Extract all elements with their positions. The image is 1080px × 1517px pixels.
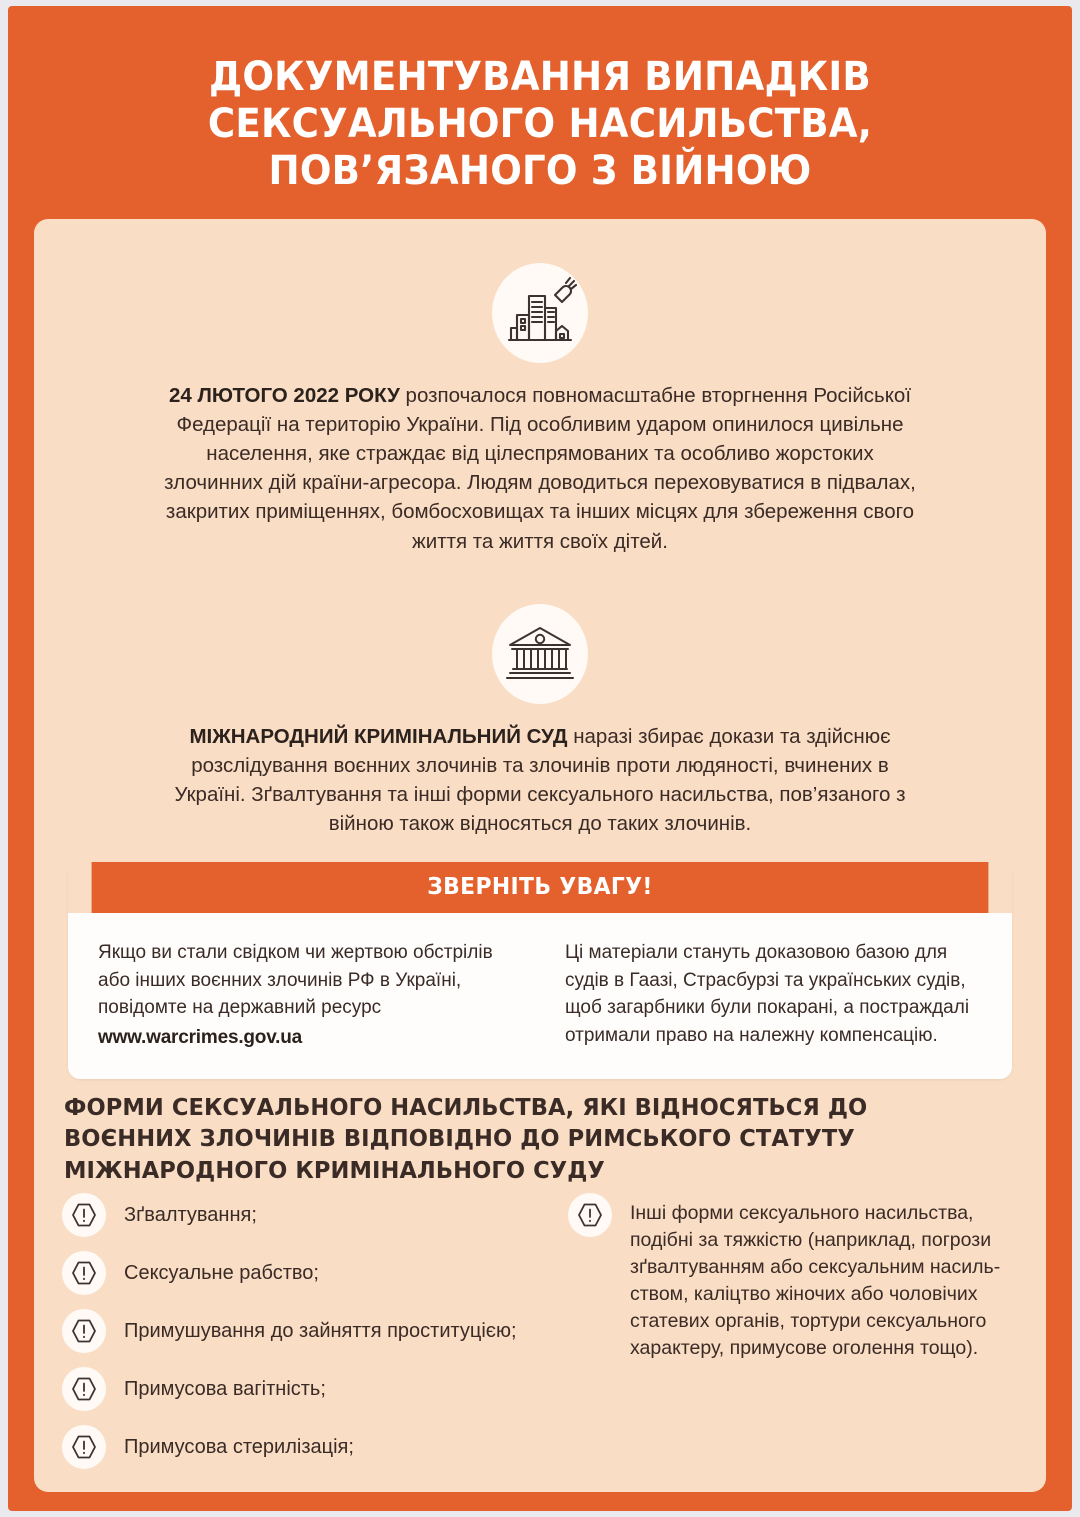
list-item-label: Примушування до зайняття проституцією; [124, 1320, 517, 1342]
list-item [568, 1197, 1018, 1361]
attention-left-text: Якщо ви стали свідком чи жертвою обстрілів або інших воєнних злочинів РФ в Україні, повідомте на державний ресурс [98, 942, 493, 1019]
attention-body [68, 913, 1012, 1079]
exclamation-hexagon-icon [62, 1193, 106, 1237]
invasion-paragraph [160, 381, 920, 556]
list-item-label: Інші форми сексуального насильства, подібні за тяжкістю (наприклад, погрози зґвалтуванням або сексуальним насиль-ством, каліцтво жіночих або чоловічих статевих органів, тортури сексуального характеру, примусове оголення тощо). [630, 1202, 1001, 1359]
list-item [62, 1255, 532, 1295]
list-item [62, 1197, 532, 1237]
courthouse-icon [492, 604, 588, 704]
list-item [62, 1429, 532, 1469]
invasion-body: розпочалося повномасштабне вторгнення Російської Федерації на територію України. Під особливим ударом опинилося цивільне населення, яке страждає від цілеспрямованих та особливо жорстоких злочинних дій країни-агресора. Людям доводиться переховуватися в підвалах, закритих приміщеннях, бомбосховищах та інших місцях для збереження свого життя та життя своїх дітей. [164, 384, 916, 553]
invasion-lead: 24 ЛЮТОГО 2022 РОКУ [168, 384, 400, 407]
exclamation-hexagon-icon [568, 1193, 612, 1237]
list-item [62, 1371, 532, 1411]
page-title: ДОКУМЕНТУВАННЯ ВИПАДКІВ СЕКСУАЛЬНОГО НАСИЛЬСТВА, ПОВ’ЯЗАНОГО З ВІЙНОЮ [207, 54, 873, 195]
poster-card [8, 6, 1072, 1511]
attention-left-column [98, 939, 515, 1051]
forms-heading: ФОРМИ СЕКСУАЛЬНОГО НАСИЛЬСТВА, ЯКІ ВІДНОСЯТЬСЯ ДО ВОЄННИХ ЗЛОЧИНІВ ВІДПОВІДНО ДО РИМСЬКОГО СТАТУТУ МІЖНАРОДНОГО КРИМІНАЛЬНОГО СУДУ [64, 1093, 868, 1184]
icc-paragraph [160, 722, 920, 838]
forms-left-column [62, 1197, 532, 1487]
content-panel [34, 219, 1046, 1492]
attention-right-column: Ці матеріали стануть доказовою базою для судів в Гаазі, Страсбурзі та українських судів, щоб загарбники були покарані, а постраждалі отримали право на належну компенсацію. [565, 942, 970, 1046]
list-item-label: Примусова вагітність; [124, 1378, 326, 1400]
exclamation-hexagon-icon [62, 1309, 106, 1353]
forms-right-column [568, 1197, 1018, 1487]
poster-header [8, 6, 1072, 196]
bomb-falling-on-city-icon [492, 263, 588, 363]
list-item-label: Примусова стерилізація; [124, 1436, 354, 1458]
list-item [62, 1313, 532, 1353]
attention-header: ЗВЕРНІТЬ УВАГУ! [92, 862, 989, 913]
list-item-label: Зґвалтування; [124, 1204, 257, 1226]
exclamation-hexagon-icon [62, 1251, 106, 1295]
icc-lead: МІЖНАРОДНИЙ КРИМІНАЛЬНИЙ СУД [189, 724, 568, 748]
attention-callout [68, 862, 1012, 1079]
warcrimes-link[interactable]: www.warcrimes.gov.ua [98, 1026, 303, 1048]
exclamation-hexagon-icon [62, 1425, 106, 1469]
exclamation-hexagon-icon [62, 1367, 106, 1411]
forms-columns [62, 1197, 1018, 1487]
list-item-label: Сексуальне рабство; [124, 1262, 319, 1284]
icc-body: наразі збирає докази та здійснює розслідування воєнних злочинів та злочинів проти людяності, вчинених в Україні. Зґвалтування та інші форми сексуального насильства, пов’язаного з війною також відносяться до таких злочинів. [174, 724, 906, 835]
